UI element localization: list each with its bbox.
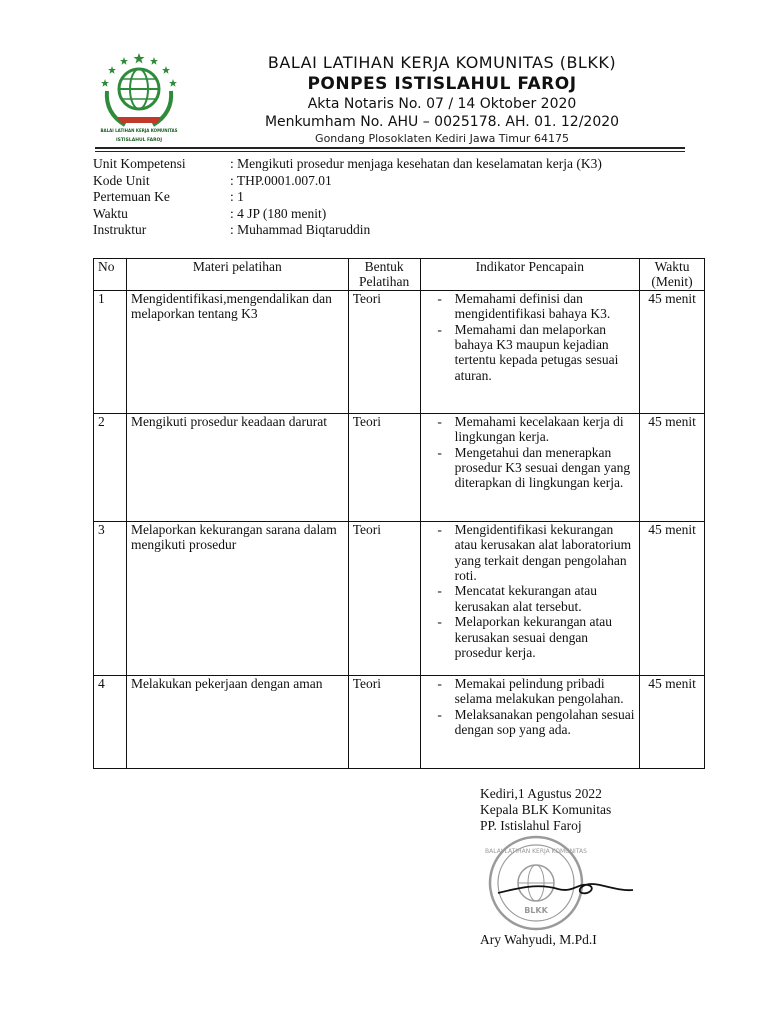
indicator-item: - Mencatat kekurangan atau kerusakan alat tersebut.	[437, 583, 598, 614]
cell-indikator	[420, 521, 639, 675]
ministry-number: Menkumham No. AHU – 0025178. AH. 01. 12/2020	[264, 114, 620, 130]
cell-bentuk: Teori	[348, 521, 420, 675]
cell-indikator	[420, 290, 639, 413]
indicator-item: - Memahami dan melaporkan bahaya K3 maupun kejadian tertentu kepada petugas sesuai aturan.	[437, 321, 619, 383]
cell-materi: Melaporkan kekurangan sarana dalam mengikuti prosedur	[126, 521, 348, 675]
cell-indikator	[420, 413, 639, 521]
logo-text-2: ISTISLAHUL FAROJ	[115, 138, 163, 143]
signer-position: Kepala BLK Komunitas	[480, 802, 612, 817]
address: Gondang Plosoklaten Kediri Jawa Timur 64175	[315, 132, 569, 145]
info-label: Pertemuan Ke	[93, 189, 170, 205]
signature-block	[480, 786, 611, 834]
official-stamp-and-signature	[478, 833, 638, 933]
signer-org: PP. Istislahul Faroj	[480, 818, 582, 833]
info-row-time	[93, 206, 602, 223]
cell-bentuk: Teori	[348, 675, 420, 768]
info-value: : THP.0001.007.01	[230, 172, 332, 188]
info-label: Unit Kompetensi	[93, 156, 186, 171]
cell-bentuk: Teori	[348, 413, 420, 521]
table-row	[94, 290, 705, 413]
info-row-instructor	[93, 222, 602, 239]
letterhead-rule-thick	[95, 147, 685, 149]
header-waktu: Waktu (Menit)	[640, 259, 705, 291]
info-value: : Mengikuti prosedur menjaga kesehatan dan keselamatan kerja (K3)	[230, 156, 602, 171]
institution-name: BALAI LATIHAN KERJA KOMUNITAS (BLKK)	[267, 53, 617, 72]
notary-deed: Akta Notaris No. 07 / 14 Oktober 2020	[307, 96, 577, 112]
indicator-item: - Mengetahui dan menerapkan prosedur K3 sesuai dengan yang diterapkan di lingkungan kerja.	[437, 444, 631, 491]
info-row-unit	[93, 156, 602, 173]
table-header-row	[94, 259, 705, 291]
header-materi: Materi pelatihan	[126, 259, 348, 291]
cell-waktu: 45 menit	[640, 290, 705, 413]
indicator-item: - Melaporkan kekurangan atau kerusakan sesuai dengan prosedur kerja.	[437, 614, 613, 661]
indicator-item: - Memahami kecelakaan kerja di lingkungan kerja.	[437, 413, 624, 445]
info-label: Instruktur	[93, 222, 147, 238]
table-row	[94, 521, 705, 675]
blkk-logo	[99, 51, 179, 145]
info-value: : 4 JP (180 menit)	[230, 205, 327, 221]
letterhead-text	[207, 53, 677, 146]
cell-waktu: 45 menit	[640, 413, 705, 521]
place-date: Kediri,1 Agustus 2022	[480, 786, 602, 801]
stamp-text-top: BALAI LATIHAN KERJA KOMUNITAS	[485, 848, 587, 855]
stamp-text-center: BLKK	[524, 906, 548, 915]
cell-no: 4	[94, 675, 127, 768]
cell-materi: Mengidentifikasi,mengendalikan dan melaporkan tentang K3	[126, 290, 348, 413]
letterhead	[95, 45, 685, 153]
indicator-item: - Memahami definisi dan mengidentifikasi bahaya K3.	[437, 290, 611, 322]
institution-subname: PONPES ISTISLAHUL FAROJ	[307, 74, 577, 94]
training-table	[93, 258, 705, 769]
header-no: No	[94, 259, 127, 291]
cell-materi: Mengikuti prosedur keadaan darurat	[126, 413, 348, 521]
cell-waktu: 45 menit	[640, 675, 705, 768]
unit-info	[93, 156, 602, 239]
cell-materi: Melakukan pekerjaan dengan aman	[126, 675, 348, 768]
cell-waktu: 45 menit	[640, 521, 705, 675]
info-row-code	[93, 173, 602, 190]
info-row-meeting	[93, 189, 602, 206]
header-bentuk: Bentuk Pelatihan	[348, 259, 420, 291]
info-label: Kode Unit	[93, 172, 150, 188]
table-row	[94, 413, 705, 521]
letterhead-rule-thin	[95, 151, 685, 152]
cell-indikator	[420, 675, 639, 768]
cell-no: 3	[94, 521, 127, 675]
header-indikator: Indikator Pencapain	[420, 259, 639, 291]
signer-name: Ary Wahyudi, M.Pd.I	[480, 932, 597, 947]
indicator-item: - Melaksanakan pengolahan sesuai dengan sop yang ada.	[437, 706, 635, 738]
indicator-item: - Memakai pelindung pribadi selama melakukan pengolahan.	[437, 675, 624, 707]
info-value: : Muhammad Biqtaruddin	[230, 222, 371, 238]
info-value: : 1	[230, 189, 244, 205]
cell-no: 2	[94, 413, 127, 521]
cell-bentuk: Teori	[348, 290, 420, 413]
logo-text-1: BALAI LATIHAN KERJA KOMUNITAS	[100, 128, 178, 133]
info-label: Waktu	[93, 205, 128, 221]
table-row	[94, 675, 705, 768]
cell-no: 1	[94, 290, 127, 413]
indicator-item: - Mengidentifikasi kekurangan atau kerusakan alat laboratorium yang terkait dengan pengolahan roti.	[437, 521, 632, 584]
